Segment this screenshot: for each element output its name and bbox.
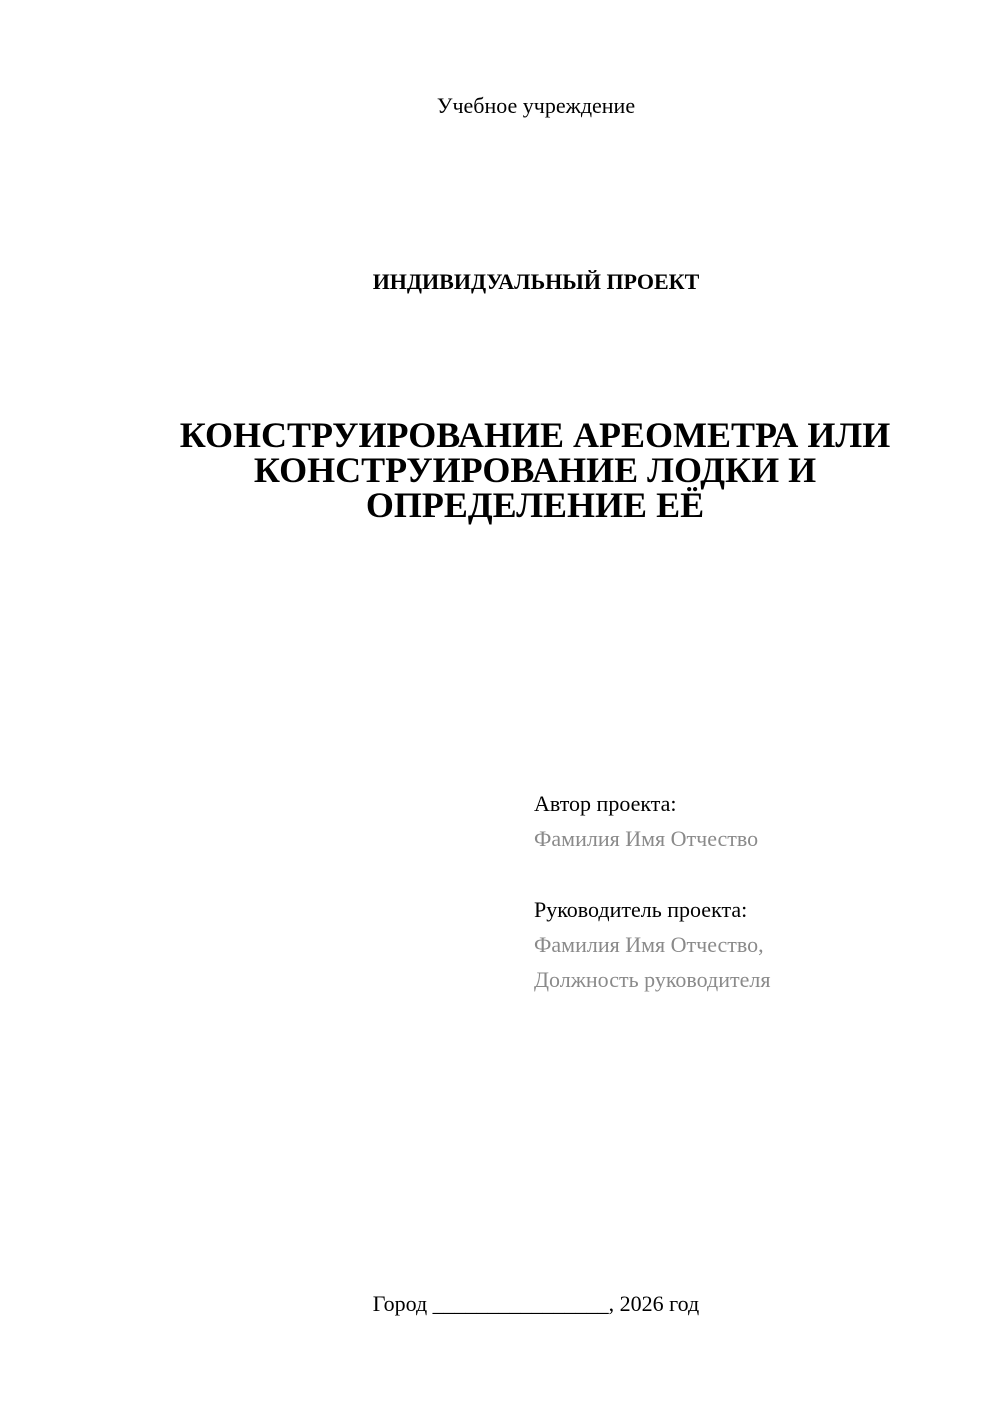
supervisor-position: Должность руководителя [534, 967, 771, 992]
project-title [150, 415, 920, 525]
project-type-heading: ИНДИВИДУАЛЬНЫЙ ПРОЕКТ [372, 269, 700, 294]
institution-name: Учебное учреждение [436, 93, 636, 118]
author-label: Автор проекта: [534, 791, 677, 816]
project-title-line: ОПРЕДЕЛЕНИЕ ЕЁ [365, 485, 705, 525]
city-year-footer: Город ________________, 2026 год [372, 1291, 700, 1316]
supervisor-name: Фамилия Имя Отчество, [534, 932, 764, 957]
author-name: Фамилия Имя Отчество [534, 826, 759, 851]
project-title-line: КОНСТРУИРОВАНИЕ ЛОДКИ И [253, 450, 817, 490]
project-title-line: КОНСТРУИРОВАНИЕ АРЕОМЕТРА ИЛИ [179, 415, 891, 455]
spacer [534, 856, 954, 892]
supervisor-label: Руководитель проекта: [534, 897, 748, 922]
project-info-block [534, 786, 954, 997]
